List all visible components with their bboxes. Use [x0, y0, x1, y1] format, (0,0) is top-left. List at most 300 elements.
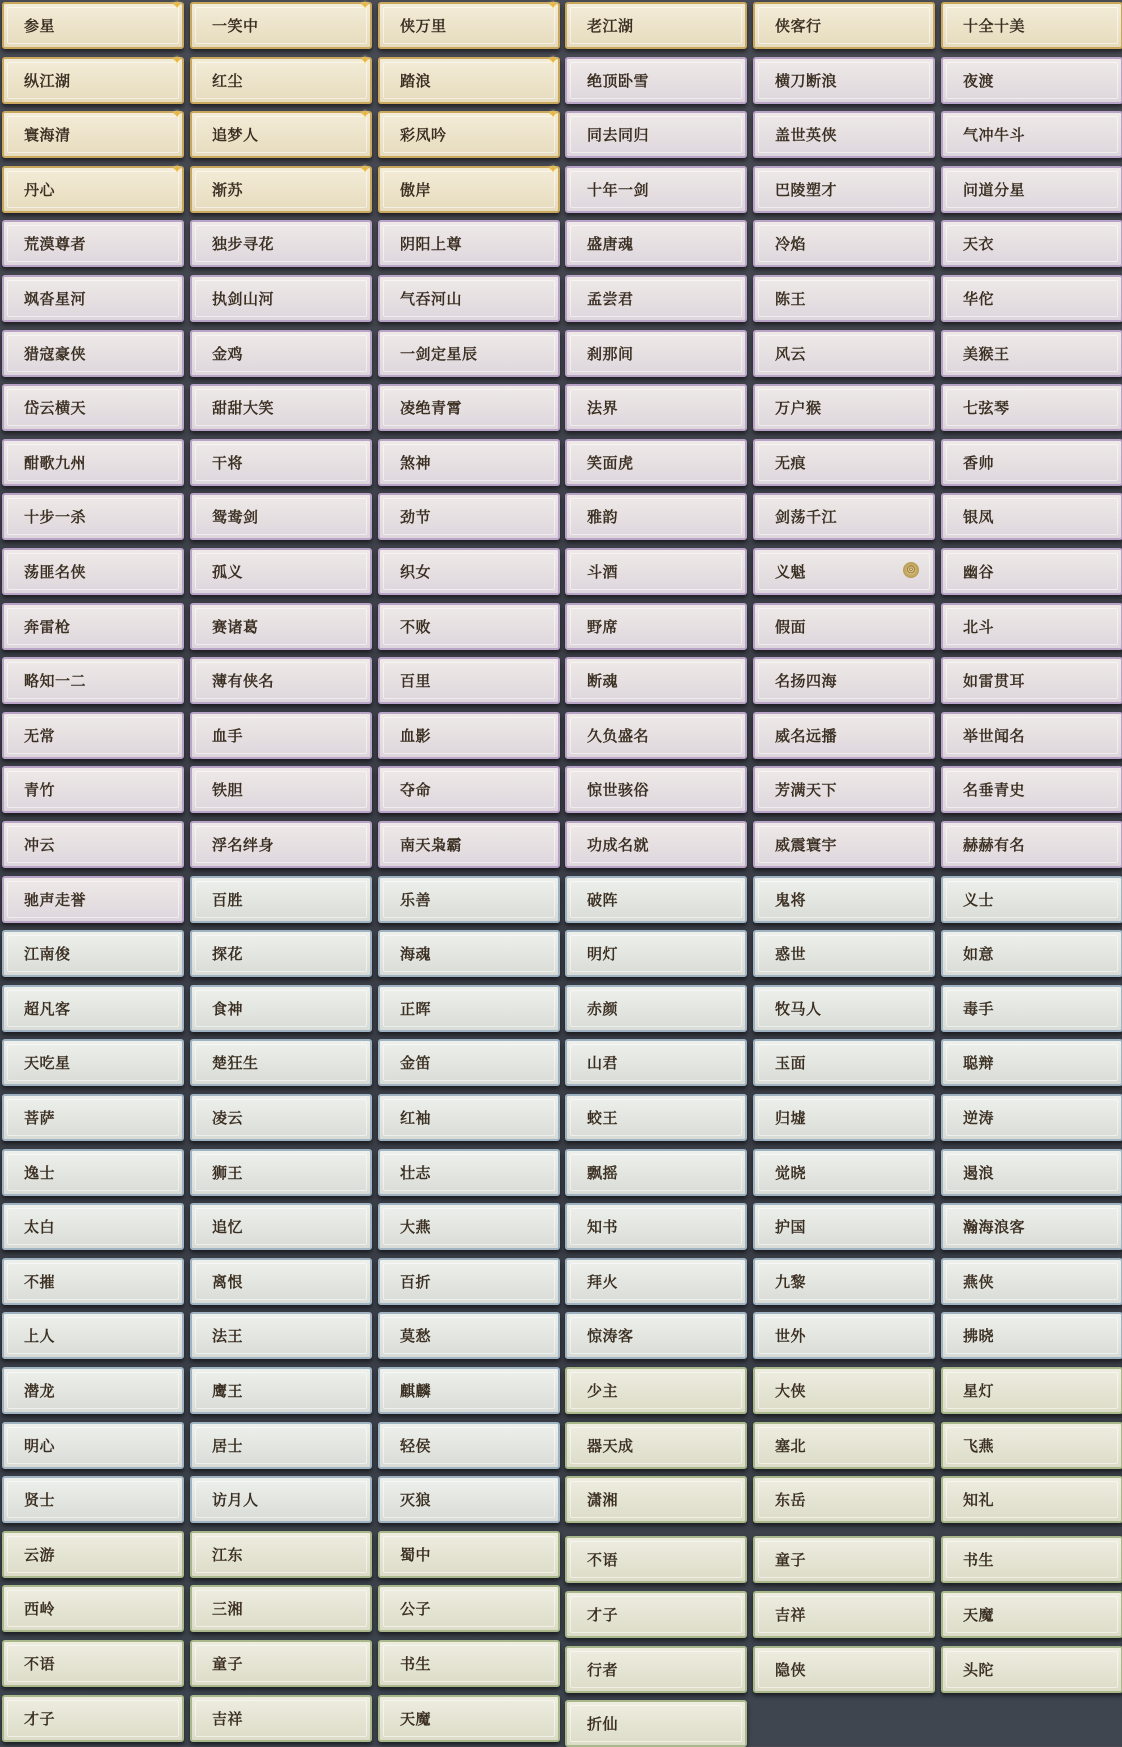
title-label: 铁胆	[212, 781, 244, 800]
title-tile[interactable]	[565, 1700, 747, 1747]
title-tile[interactable]	[190, 548, 372, 595]
title-tile[interactable]	[378, 1258, 560, 1305]
title-tile[interactable]	[378, 493, 560, 540]
title-label: 一剑定星辰	[400, 344, 478, 363]
title-tile[interactable]	[2, 220, 184, 267]
title-label: 灭狼	[400, 1491, 432, 1510]
title-tile[interactable]	[565, 1422, 747, 1469]
title-tile[interactable]	[2, 1312, 184, 1359]
title-label: 十全十美	[963, 17, 1026, 35]
title-label: 海魂	[400, 945, 432, 964]
title-tile[interactable]	[2, 161, 184, 213]
title-label: 执剑山河	[212, 290, 275, 308]
title-tile[interactable]	[2, 1531, 184, 1578]
title-label: 法界	[587, 399, 619, 418]
title-label: 巴陵塑才	[775, 180, 838, 199]
title-tile[interactable]	[378, 52, 560, 104]
title-tile[interactable]	[378, 384, 560, 431]
title-tile[interactable]	[2, 1695, 184, 1742]
title-label: 十步一杀	[24, 508, 87, 527]
title-tile[interactable]	[941, 384, 1122, 431]
title-tile[interactable]	[378, 1149, 560, 1196]
title-tile[interactable]	[190, 1312, 372, 1359]
title-label: 南天枭霸	[400, 836, 463, 854]
title-tile[interactable]	[2, 1585, 184, 1632]
title-label: 拜火	[587, 1272, 619, 1291]
title-tile[interactable]	[753, 1476, 935, 1523]
title-tile[interactable]	[753, 439, 935, 486]
title-label: 笑面虎	[587, 453, 634, 472]
title-tile[interactable]	[941, 1203, 1122, 1250]
title-tile[interactable]	[190, 439, 372, 486]
title-tile[interactable]	[753, 657, 935, 704]
title-label: 渐苏	[212, 180, 244, 199]
title-tile[interactable]	[378, 876, 560, 923]
title-tile[interactable]	[2, 52, 184, 104]
title-tile[interactable]	[565, 166, 747, 213]
title-tile[interactable]	[753, 1203, 935, 1250]
title-label: 赤颜	[587, 999, 619, 1018]
title-label: 浮名绊身	[212, 836, 275, 854]
title-label: 逸士	[24, 1163, 56, 1182]
title-label: 童子	[775, 1551, 807, 1570]
title-label: 如雷贯耳	[963, 672, 1026, 691]
title-tile[interactable]	[753, 1258, 935, 1305]
title-tile[interactable]	[2, 1422, 184, 1469]
title-tile[interactable]	[941, 657, 1122, 704]
title-tile[interactable]	[753, 1149, 935, 1196]
title-label: 刹那间	[587, 344, 634, 363]
title-label: 飘摇	[587, 1163, 619, 1182]
title-tile[interactable]	[2, 548, 184, 595]
title-tile[interactable]	[2, 876, 184, 923]
title-tile[interactable]	[753, 603, 935, 650]
title-tile[interactable]	[941, 1476, 1122, 1523]
title-tile[interactable]	[941, 548, 1122, 595]
title-tile[interactable]	[378, 161, 560, 213]
title-tile[interactable]	[941, 57, 1122, 104]
title-tile[interactable]	[941, 1258, 1122, 1305]
title-tile[interactable]	[565, 1039, 747, 1086]
title-tile[interactable]	[190, 384, 372, 431]
title-tile[interactable]	[2, 107, 184, 158]
title-tile[interactable]	[941, 1536, 1122, 1583]
title-tile[interactable]	[941, 111, 1122, 158]
title-tile[interactable]	[941, 1039, 1122, 1086]
title-tile[interactable]	[753, 1367, 935, 1414]
title-label: 轻侯	[400, 1436, 432, 1455]
title-tile[interactable]	[941, 220, 1122, 267]
title-label: 东岳	[775, 1491, 807, 1510]
title-tile[interactable]	[941, 1149, 1122, 1196]
title-tile[interactable]	[378, 548, 560, 595]
title-tile[interactable]	[753, 166, 935, 213]
title-label: 一笑中	[212, 17, 259, 35]
title-tile[interactable]	[565, 1149, 747, 1196]
title-tile[interactable]	[565, 985, 747, 1032]
title-tile[interactable]	[753, 1646, 935, 1693]
title-label: 觉晓	[775, 1163, 807, 1182]
title-tile[interactable]	[190, 161, 372, 213]
title-tile[interactable]	[378, 1367, 560, 1414]
title-label: 剑荡千江	[775, 508, 838, 527]
title-tile[interactable]	[565, 1258, 747, 1305]
title-tile[interactable]	[565, 220, 747, 267]
title-tile[interactable]	[941, 1422, 1122, 1469]
title-label: 气吞河山	[400, 290, 463, 308]
title-label: 寰海清	[24, 126, 71, 145]
title-tile[interactable]	[2, 439, 184, 486]
title-tile[interactable]	[753, 275, 935, 322]
title-tile[interactable]	[378, 657, 560, 704]
title-label: 离恨	[212, 1272, 244, 1291]
title-tile[interactable]	[565, 1203, 747, 1250]
title-tile[interactable]	[753, 1422, 935, 1469]
title-tile[interactable]	[753, 985, 935, 1032]
title-label: 壮志	[400, 1163, 432, 1182]
title-tile[interactable]	[2, 603, 184, 650]
title-tile[interactable]	[2, 275, 184, 322]
title-tile[interactable]	[753, 57, 935, 104]
title-tile[interactable]	[2, 1367, 184, 1414]
title-tile[interactable]	[753, 1094, 935, 1141]
title-tile[interactable]	[190, 52, 372, 104]
title-label: 美猴王	[963, 344, 1010, 363]
title-tile[interactable]	[190, 1367, 372, 1414]
title-label: 孟尝君	[587, 290, 634, 308]
title-label: 义魁	[775, 563, 807, 581]
title-tile[interactable]	[2, 930, 184, 977]
title-label: 凌云	[212, 1109, 244, 1127]
title-tile[interactable]	[941, 766, 1122, 813]
title-tile[interactable]	[941, 930, 1122, 977]
title-label: 天衣	[963, 235, 995, 254]
title-tile[interactable]	[2, 1094, 184, 1141]
title-tile[interactable]	[2, 712, 184, 759]
title-label: 吉祥	[212, 1709, 244, 1728]
sparkle-icon: ✦	[548, 161, 559, 176]
title-label: 阴阳上尊	[400, 235, 463, 254]
title-label: 鬼将	[775, 890, 807, 909]
title-tile[interactable]	[2, 1476, 184, 1523]
title-tile[interactable]	[2, 330, 184, 377]
title-tile[interactable]	[565, 548, 747, 595]
title-tile[interactable]	[190, 603, 372, 650]
title-tile[interactable]	[941, 330, 1122, 377]
title-tile[interactable]	[378, 1531, 560, 1578]
title-tile[interactable]	[753, 930, 935, 977]
title-label: 彩凤吟	[400, 126, 447, 145]
title-label: 奔雷枪	[24, 617, 71, 636]
title-tile[interactable]	[753, 330, 935, 377]
title-tile[interactable]	[190, 1039, 372, 1086]
title-label: 超凡客	[24, 999, 71, 1018]
title-tile[interactable]	[378, 1640, 560, 1687]
title-tile[interactable]	[190, 985, 372, 1032]
title-tile[interactable]	[2, 1149, 184, 1196]
title-label: 久负盛名	[587, 726, 650, 745]
title-tile[interactable]	[190, 1422, 372, 1469]
title-tile[interactable]	[190, 766, 372, 813]
title-tile[interactable]	[378, 1476, 560, 1523]
title-tile[interactable]	[190, 1149, 372, 1196]
title-tile[interactable]	[190, 1695, 372, 1742]
title-tile[interactable]	[941, 493, 1122, 540]
title-tile[interactable]	[2, 766, 184, 813]
title-tile[interactable]	[565, 1591, 747, 1638]
title-label: 猎寇豪侠	[24, 344, 87, 363]
title-tile[interactable]	[941, 876, 1122, 923]
title-label: 义士	[963, 890, 995, 909]
title-label: 行者	[587, 1660, 619, 1679]
title-tile[interactable]	[941, 985, 1122, 1032]
title-tile[interactable]	[565, 821, 747, 868]
title-label: 幽谷	[963, 563, 995, 581]
title-tile[interactable]	[753, 1039, 935, 1086]
title-tile[interactable]	[190, 1640, 372, 1687]
title-label: 探花	[212, 945, 244, 964]
title-tile[interactable]	[941, 1367, 1122, 1414]
title-label: 金鸡	[212, 344, 244, 363]
title-label: 丹心	[24, 180, 56, 199]
title-tile[interactable]	[565, 330, 747, 377]
title-tile[interactable]	[565, 766, 747, 813]
title-label: 世外	[775, 1327, 807, 1346]
title-label: 蜀中	[400, 1545, 432, 1564]
title-label: 飒沓星河	[24, 290, 87, 308]
title-tile[interactable]	[378, 985, 560, 1032]
title-tile[interactable]	[565, 493, 747, 540]
title-tile[interactable]	[565, 111, 747, 158]
title-label: 惑世	[775, 945, 807, 964]
title-tile[interactable]	[378, 1312, 560, 1359]
title-label: 威名远播	[775, 726, 838, 745]
title-tile[interactable]	[2, 2, 184, 49]
title-tile[interactable]	[378, 821, 560, 868]
title-tile[interactable]	[378, 220, 560, 267]
title-tile[interactable]	[378, 275, 560, 322]
title-tile[interactable]	[190, 930, 372, 977]
title-tile[interactable]	[565, 57, 747, 104]
title-tile[interactable]	[941, 166, 1122, 213]
title-tile[interactable]	[378, 603, 560, 650]
title-label: 书生	[400, 1655, 432, 1673]
title-tile[interactable]	[565, 1367, 747, 1414]
title-label: 侠万里	[400, 17, 447, 35]
title-tile[interactable]	[2, 384, 184, 431]
title-label: 江东	[212, 1545, 244, 1564]
title-tile[interactable]	[190, 220, 372, 267]
title-tile[interactable]	[2, 1203, 184, 1250]
title-tile[interactable]	[2, 1640, 184, 1687]
title-tile[interactable]	[190, 1094, 372, 1141]
title-label: 劲节	[400, 508, 432, 527]
sparkle-icon: ✦	[360, 0, 371, 12]
title-tile[interactable]	[941, 1591, 1122, 1638]
title-tile[interactable]	[753, 384, 935, 431]
title-tile[interactable]	[190, 876, 372, 923]
title-label: 护国	[775, 1218, 807, 1237]
title-tile[interactable]	[190, 2, 372, 49]
title-label: 百胜	[212, 890, 244, 909]
title-label: 追梦人	[212, 126, 259, 145]
title-label: 太白	[24, 1218, 56, 1237]
title-tile[interactable]	[190, 821, 372, 868]
title-tile[interactable]	[565, 1646, 747, 1693]
sparkle-icon: ✦	[360, 161, 371, 176]
title-tile[interactable]	[565, 712, 747, 759]
title-label: 十年一剑	[587, 180, 650, 199]
title-tile[interactable]	[941, 275, 1122, 322]
title-label: 莫愁	[400, 1327, 432, 1346]
title-label: 孤义	[212, 563, 244, 581]
title-label: 不语	[587, 1551, 619, 1570]
title-tile[interactable]	[378, 1039, 560, 1086]
title-label: 芳满天下	[775, 781, 838, 800]
title-tile[interactable]	[378, 330, 560, 377]
title-tile[interactable]	[565, 2, 747, 49]
title-tile[interactable]	[565, 275, 747, 322]
title-tile[interactable]	[378, 1094, 560, 1141]
title-tile[interactable]	[2, 985, 184, 1032]
title-label: 吉祥	[775, 1605, 807, 1624]
title-label: 盛唐魂	[587, 235, 634, 254]
title-tile[interactable]	[941, 2, 1122, 49]
title-tile[interactable]	[753, 821, 935, 868]
title-label: 潇湘	[587, 1491, 619, 1510]
title-label: 童子	[212, 1655, 244, 1673]
title-tile[interactable]	[753, 1312, 935, 1359]
title-tile[interactable]	[190, 330, 372, 377]
title-tile[interactable]	[753, 493, 935, 540]
title-tile[interactable]	[941, 439, 1122, 486]
title-label: 冷焰	[775, 235, 807, 254]
title-tile[interactable]	[565, 1094, 747, 1141]
title-label: 金笛	[400, 1054, 432, 1073]
title-tile[interactable]	[941, 1094, 1122, 1141]
title-tile[interactable]	[565, 657, 747, 704]
title-label: 乐善	[400, 890, 432, 909]
title-label: 聪辩	[963, 1054, 995, 1073]
title-tile[interactable]	[941, 1312, 1122, 1359]
title-label: 毒手	[963, 999, 995, 1018]
title-tile[interactable]	[378, 712, 560, 759]
title-tile[interactable]	[753, 111, 935, 158]
title-tile[interactable]	[378, 1422, 560, 1469]
sparkle-icon: ✦	[548, 107, 559, 122]
title-tile[interactable]	[378, 766, 560, 813]
title-tile[interactable]	[190, 1258, 372, 1305]
title-tile[interactable]	[2, 493, 184, 540]
title-label: 知书	[587, 1218, 619, 1237]
title-label: 纵江湖	[24, 71, 71, 90]
title-label: 明灯	[587, 945, 619, 964]
title-tile[interactable]	[190, 275, 372, 322]
title-tile[interactable]	[753, 712, 935, 759]
title-label: 西岭	[24, 1600, 56, 1619]
title-label: 万户猴	[775, 399, 822, 418]
title-tile[interactable]	[565, 1476, 747, 1523]
title-label: 傲岸	[400, 180, 432, 199]
title-tile[interactable]	[941, 821, 1122, 868]
title-tile[interactable]	[190, 493, 372, 540]
title-tile[interactable]	[190, 712, 372, 759]
title-tile[interactable]	[565, 876, 747, 923]
title-label: 绝顶卧雪	[587, 71, 650, 90]
title-label: 楚狂生	[212, 1054, 259, 1073]
title-tile[interactable]	[190, 107, 372, 158]
title-label: 青竹	[24, 781, 56, 800]
title-label: 菩萨	[24, 1109, 56, 1127]
title-tile[interactable]	[753, 220, 935, 267]
title-label: 红尘	[212, 71, 244, 90]
title-label: 天吃星	[24, 1054, 71, 1073]
title-label: 略知一二	[24, 672, 87, 691]
title-label: 潜龙	[24, 1382, 56, 1400]
title-label: 书生	[963, 1551, 995, 1570]
title-tile[interactable]	[753, 1591, 935, 1638]
title-tile[interactable]	[378, 107, 560, 158]
title-tile[interactable]	[378, 1585, 560, 1632]
title-label: 蛟王	[587, 1109, 619, 1127]
title-tile[interactable]	[941, 603, 1122, 650]
title-tile[interactable]	[190, 657, 372, 704]
title-tile[interactable]	[565, 603, 747, 650]
title-label: 麒麟	[400, 1382, 432, 1400]
title-label: 夺命	[400, 781, 432, 800]
title-label: 七弦琴	[963, 399, 1010, 418]
title-tile[interactable]	[378, 1695, 560, 1742]
title-label: 明心	[24, 1436, 56, 1455]
title-label: 知礼	[963, 1491, 995, 1510]
title-tile[interactable]	[565, 930, 747, 977]
title-tile[interactable]	[565, 1312, 747, 1359]
title-tile[interactable]	[753, 1536, 935, 1583]
title-label: 少主	[587, 1382, 619, 1400]
title-tile[interactable]	[753, 548, 935, 595]
title-label: 惊世骇俗	[587, 781, 650, 800]
title-tile[interactable]	[2, 1039, 184, 1086]
title-tile[interactable]	[565, 439, 747, 486]
title-tile[interactable]	[378, 439, 560, 486]
title-tile[interactable]	[190, 1531, 372, 1578]
title-tile[interactable]	[565, 384, 747, 431]
title-label: 银凤	[963, 508, 995, 527]
title-tile[interactable]	[378, 1203, 560, 1250]
title-tile[interactable]	[2, 1258, 184, 1305]
title-tile[interactable]	[2, 821, 184, 868]
title-tile[interactable]	[565, 1536, 747, 1583]
title-label: 鹰王	[212, 1382, 244, 1400]
title-tile[interactable]	[941, 1646, 1122, 1693]
title-label: 隐侠	[775, 1660, 807, 1679]
title-label: 断魂	[587, 672, 619, 691]
title-tile[interactable]	[378, 2, 560, 49]
title-tile[interactable]	[2, 657, 184, 704]
title-tile[interactable]	[941, 712, 1122, 759]
title-tile[interactable]	[753, 766, 935, 813]
title-tile[interactable]	[753, 876, 935, 923]
title-tile[interactable]	[190, 1476, 372, 1523]
title-tile[interactable]	[190, 1203, 372, 1250]
title-label: 野席	[587, 617, 619, 636]
title-tile[interactable]	[190, 1585, 372, 1632]
title-label: 横刀断浪	[775, 71, 838, 90]
title-label: 大燕	[400, 1218, 432, 1237]
title-tile[interactable]	[378, 930, 560, 977]
title-tile[interactable]	[753, 2, 935, 49]
title-label: 瀚海浪客	[963, 1218, 1026, 1237]
